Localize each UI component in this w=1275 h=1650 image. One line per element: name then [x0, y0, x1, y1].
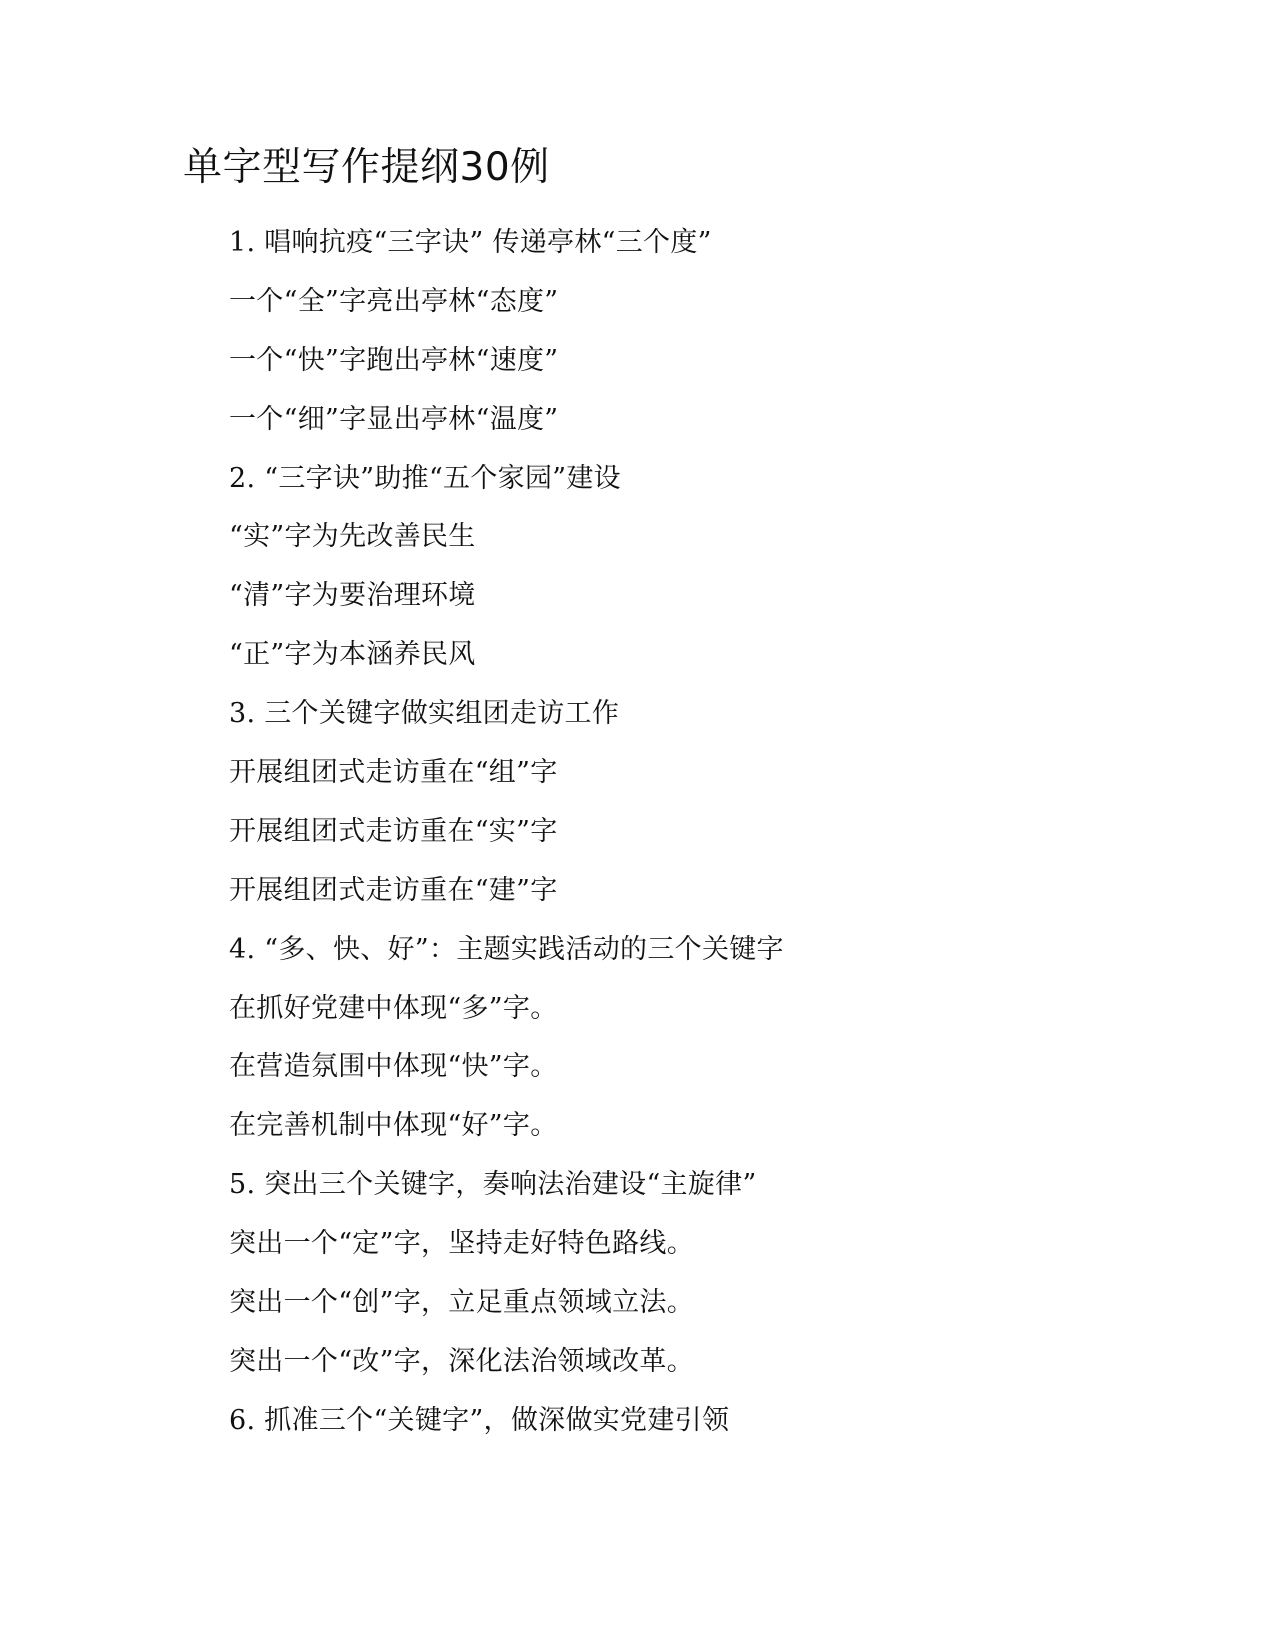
outline-line: 一个“全”字亮出亭林“态度” — [229, 285, 559, 317]
outline-heading-4: 4. “多、快、好”：主题实践活动的三个关键字 — [229, 933, 784, 965]
outline-line: 在完善机制中体现“好”字。 — [229, 1110, 558, 1142]
outline-heading-1: 1. 唱响抗疫“三字诀” 传递亭林“三个度” — [229, 227, 712, 258]
outline-line: 一个“快”字跑出亭林“速度” — [229, 344, 559, 376]
outline-line: 突出一个“改”字，深化法治领域改革。 — [229, 1345, 695, 1377]
outline-line: 开展组团式走访重在“实”字 — [229, 815, 558, 847]
outline-list — [229, 214, 784, 1451]
outline-heading-5: 5. 突出三个关键字，奏响法治建设“主旋律” — [229, 1169, 757, 1201]
outline-heading-6: 6. 抓准三个“关键字”，做深做实党建引领 — [229, 1404, 730, 1436]
document-title: 单字型写作提纲30例 — [183, 145, 550, 190]
outline-line: “实”字为先改善民生 — [229, 521, 476, 553]
outline-line: “清”字为要治理环境 — [229, 580, 476, 612]
outline-heading-2: 2. “三字诀”助推“五个家园”建设 — [229, 462, 621, 494]
outline-line: 在营造氛围中体现“快”字。 — [229, 1051, 558, 1083]
outline-line: 开展组团式走访重在“组”字 — [229, 757, 558, 789]
outline-line: 开展组团式走访重在“建”字 — [229, 874, 558, 906]
outline-heading-3: 3. 三个关键字做实组团走访工作 — [229, 698, 620, 730]
outline-line: 突出一个“创”字，立足重点领域立法。 — [229, 1287, 695, 1319]
outline-line: 在抓好党建中体现“多”字。 — [229, 992, 558, 1024]
outline-line: 一个“细”字显出亭林“温度” — [229, 403, 559, 435]
outline-line: “正”字为本涵养民风 — [229, 639, 476, 671]
outline-line: 突出一个“定”字，坚持走好特色路线。 — [229, 1228, 695, 1260]
